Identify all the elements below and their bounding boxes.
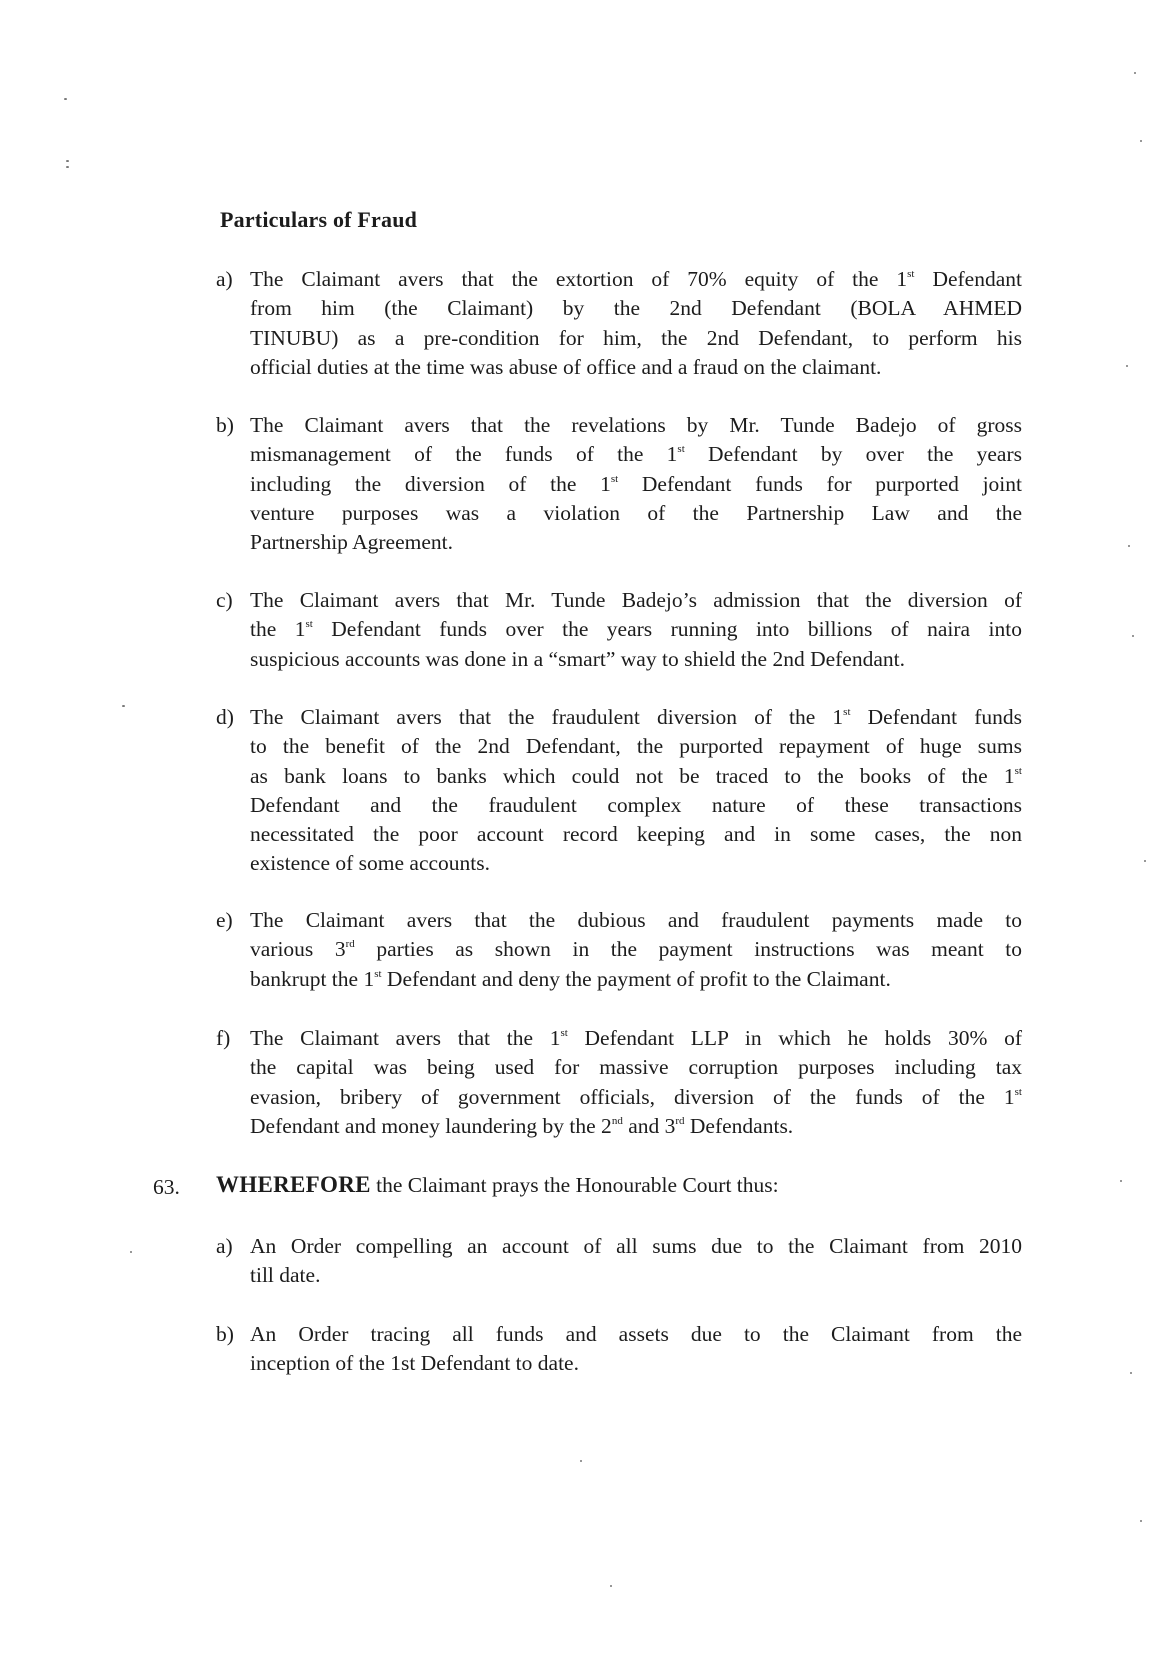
- text-line: [250, 528, 1022, 557]
- text-run: existence of some accounts.: [250, 851, 490, 876]
- text-run: The Claimant avers that Mr. Tunde Badejo’s admission that the diversion of: [250, 588, 1022, 612]
- text-line: [250, 470, 1022, 499]
- text-run: inception of the 1st Defendant to date.: [250, 1351, 579, 1376]
- text-run: various 3: [250, 937, 346, 962]
- list-marker: a): [216, 1234, 233, 1258]
- text-run: Defendant funds for purported joint: [618, 471, 1022, 496]
- ordinal-suffix: st: [907, 268, 915, 280]
- text-line: [250, 1349, 1022, 1378]
- fraud-particular-a: [216, 265, 1022, 382]
- text-run: evasion, bribery of government officials, diversion of the funds of the 1: [250, 1084, 1015, 1109]
- text-run: Defendant by over the years: [684, 442, 1022, 467]
- scan-speck: [64, 98, 67, 100]
- list-marker: d): [216, 705, 234, 729]
- text-run: The Claimant avers that the dubious and fraudulent payments made to: [250, 908, 1022, 932]
- ordinal-suffix: st: [374, 967, 382, 980]
- ordinal-suffix: st: [843, 706, 851, 718]
- text-line: [250, 1232, 1022, 1261]
- scan-speck: [130, 1251, 132, 1253]
- text-run: An Order compelling an account of all sums due to the Claimant from 2010: [250, 1234, 1022, 1258]
- ordinal-suffix: st: [305, 618, 313, 631]
- scan-speck: [1144, 860, 1146, 862]
- text-line: [250, 1112, 1022, 1141]
- text-run: parties as shown in the payment instructions was meant to: [354, 937, 1022, 962]
- text-line: [250, 703, 1022, 732]
- text-line: [250, 1083, 1022, 1112]
- ordinal-suffix: st: [560, 1027, 568, 1039]
- text-line: [250, 1261, 1022, 1290]
- text-run: Defendant and deny the payment of profit to the Claimant.: [381, 966, 891, 991]
- fraud-particular-e: [216, 906, 1022, 994]
- text-run: necessitated the poor account record keeping and in some cases, the non: [250, 822, 1022, 847]
- text-line: [250, 645, 1022, 674]
- text-run: Defendant and money laundering by the 2: [250, 1113, 612, 1138]
- ordinal-suffix: rd: [675, 1114, 685, 1127]
- text-line: [250, 353, 1022, 382]
- text-run: Defendant funds: [850, 705, 1022, 729]
- scan-speck: [1126, 365, 1128, 367]
- text-line: [250, 791, 1022, 820]
- text-run: as bank loans to banks which could not be traced to the books of the 1: [250, 763, 1015, 788]
- text-run: official duties at the time was abuse of office and a fraud on the claimant.: [250, 354, 882, 379]
- list-item-text: [250, 265, 1022, 382]
- text-line: [250, 615, 1022, 644]
- scan-speck: [1132, 635, 1134, 637]
- scan-speck: [610, 1585, 612, 1587]
- ordinal-suffix: nd: [611, 1114, 623, 1127]
- fraud-particular-b: [216, 411, 1022, 557]
- ordinal-suffix: st: [1014, 1085, 1022, 1098]
- text-run: mismanagement of the funds of the 1: [250, 442, 678, 467]
- scan-speck: [66, 166, 69, 168]
- paragraph-intro: [216, 1172, 779, 1198]
- ordinal-suffix: st: [1014, 764, 1022, 777]
- list-marker: c): [216, 588, 233, 612]
- text-run: TINUBU) as a pre-condition for him, the 2nd Defendant, to perform his: [250, 325, 1022, 350]
- scan-speck: [1134, 72, 1136, 74]
- text-run: Defendant and the fraudulent complex nature of these transactions: [250, 792, 1022, 817]
- text-line: [250, 1320, 1022, 1349]
- fraud-particular-c: [216, 586, 1022, 674]
- fraud-particular-d: [216, 703, 1022, 879]
- text-line: [250, 1053, 1022, 1082]
- text-line: [250, 324, 1022, 353]
- text-line: [250, 849, 1022, 878]
- list-marker: e): [216, 908, 233, 932]
- text-run: the 1: [250, 617, 306, 642]
- scan-speck: [1140, 140, 1142, 142]
- text-run: suspicious accounts was done in a “smart” way to shield the 2nd Defendant.: [250, 646, 905, 671]
- text-run: till date.: [250, 1263, 321, 1288]
- paragraph-number: 63.: [153, 1175, 180, 1199]
- scan-speck: [1140, 1520, 1142, 1522]
- text-line: [250, 762, 1022, 791]
- text-line: [250, 1024, 1022, 1053]
- section-heading: Particulars of Fraud: [220, 207, 418, 232]
- text-line: [250, 820, 1022, 849]
- text-line: [250, 732, 1022, 761]
- list-item-text: [250, 1320, 1022, 1379]
- paragraph-intro-text: the Claimant prays the Honourable Court thus:: [370, 1173, 779, 1197]
- text-run: and 3: [622, 1113, 676, 1138]
- scan-speck: [1120, 1180, 1122, 1182]
- ordinal-suffix: rd: [345, 938, 355, 951]
- text-line: [250, 440, 1022, 469]
- list-marker: f): [216, 1026, 231, 1050]
- text-run: the capital was being used for massive corruption purposes including tax: [250, 1055, 1022, 1080]
- text-line: [250, 586, 1022, 615]
- text-run: The Claimant avers that the revelations by Mr. Tunde Badejo of gross: [250, 413, 1022, 437]
- text-line: [250, 906, 1022, 935]
- list-item-text: [250, 411, 1022, 557]
- list-marker: b): [216, 1322, 234, 1346]
- ordinal-suffix: st: [677, 443, 685, 456]
- ordinal-suffix: st: [610, 472, 619, 485]
- text-run: The Claimant avers that the extortion of 70% equity of the 1: [250, 267, 908, 291]
- text-run: Defendant LLP in which he holds 30% of: [567, 1026, 1022, 1050]
- text-line: [250, 965, 1022, 994]
- prayer-b: [216, 1320, 1022, 1379]
- list-item-text: [250, 586, 1022, 674]
- list-item-text: [250, 906, 1022, 994]
- scan-speck: [122, 705, 125, 707]
- scan-speck: [1130, 1372, 1132, 1374]
- text-run: Partnership Agreement.: [250, 530, 454, 555]
- text-run: An Order tracing all funds and assets due to the Claimant from the: [250, 1322, 1022, 1346]
- text-run: The Claimant avers that the fraudulent diversion of the 1: [250, 705, 844, 729]
- list-item-text: [250, 703, 1022, 879]
- list-marker: b): [216, 413, 234, 437]
- scan-speck: [66, 160, 69, 162]
- text-line: [250, 935, 1022, 964]
- text-line: [250, 411, 1022, 440]
- text-line: [250, 499, 1022, 528]
- text-run: The Claimant avers that the 1: [250, 1026, 561, 1050]
- prayer-a: [216, 1232, 1022, 1291]
- scan-speck: [580, 1460, 582, 1462]
- text-run: venture purposes was a violation of the Partnership Law and the: [250, 500, 1022, 525]
- wherefore-keyword: WHEREFORE: [216, 1172, 371, 1197]
- text-run: including the diversion of the 1: [250, 471, 611, 496]
- text-line: [250, 265, 1022, 294]
- text-run: Defendant funds over the years running into billions of naira into: [312, 617, 1022, 642]
- text-line: [250, 294, 1022, 323]
- text-run: to the benefit of the 2nd Defendant, the purported repayment of huge sums: [250, 734, 1022, 759]
- scan-speck: [1128, 545, 1130, 547]
- text-run: Defendants.: [684, 1113, 794, 1138]
- text-run: bankrupt the 1: [250, 966, 375, 991]
- text-run: from him (the Claimant) by the 2nd Defendant (BOLA AHMED: [250, 296, 1022, 321]
- list-item-text: [250, 1024, 1022, 1141]
- list-item-text: [250, 1232, 1022, 1291]
- list-marker: a): [216, 267, 233, 291]
- text-run: Defendant: [914, 267, 1022, 291]
- fraud-particular-f: [216, 1024, 1022, 1141]
